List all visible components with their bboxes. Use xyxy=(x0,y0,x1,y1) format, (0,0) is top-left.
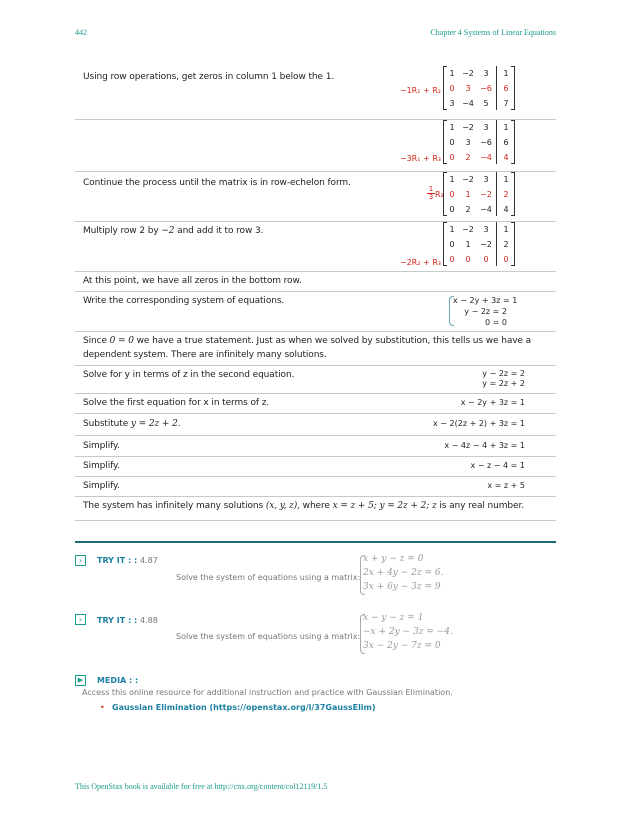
row-op-label: −2R₂ + R₃ xyxy=(399,258,441,267)
fraction-den: 3 xyxy=(428,193,434,201)
matrix-cell: 4 xyxy=(503,153,509,162)
step-text: Since 0 = 0 we have a true statement. Just as when we solved by substitution, this tells us we have a xyxy=(83,336,532,346)
matrix-cell: −4 xyxy=(480,205,492,214)
equation: x − 2y + 3z = 1 xyxy=(453,296,518,305)
media-link[interactable]: Gaussian Elimination (https://openstax.org/l/37GaussElim) xyxy=(112,703,376,712)
matrix-cell: 7 xyxy=(503,99,509,108)
equation: x − 2(2z + 2) + 3z = 1 xyxy=(433,419,525,428)
equation: x = z + 5 xyxy=(487,481,525,490)
matrix-cell: −4 xyxy=(480,153,492,162)
equation: y − 2z = 2 xyxy=(464,307,507,316)
step-text: Simplify. xyxy=(83,461,120,471)
row-op-label: −3R₁ + R₃ xyxy=(399,154,441,163)
matrix-cell: 1 xyxy=(449,175,455,184)
section-divider xyxy=(75,541,556,543)
step-row xyxy=(75,394,556,414)
matrix-cell: 2 xyxy=(465,153,471,162)
fraction-num: 1 xyxy=(428,185,434,193)
matrix-cell: −4 xyxy=(462,99,474,108)
matrix-cell: 1 xyxy=(449,123,455,132)
try-it-label: TRY IT : : 4.88 xyxy=(97,616,158,625)
matrix-cell: −2 xyxy=(480,190,492,199)
step-text: Multiply row 2 by −2 and add it to row 3. xyxy=(83,226,264,236)
matrix-cell: 0 xyxy=(483,255,489,264)
equation-system: x + y − z = 0 2x + 4y − 2z = 6. 3x + 6y − 3z = 9 xyxy=(363,554,444,592)
step-row xyxy=(75,366,556,394)
chevron-right-icon[interactable]: › xyxy=(75,614,86,625)
matrix-cell: 1 xyxy=(449,69,455,78)
chapter-title: Chapter 4 Systems of Linear Equations xyxy=(430,28,556,37)
matrix-cell: 0 xyxy=(449,138,455,147)
matrix-cell: 2 xyxy=(503,240,509,249)
try-it-prompt: Solve the system of equations using a matrix: xyxy=(176,573,361,582)
matrix-cell: 3 xyxy=(483,69,489,78)
matrix-cell: 0 xyxy=(449,240,455,249)
matrix-cell: −2 xyxy=(462,225,474,234)
step-row xyxy=(75,272,556,292)
step-text: Using row operations, get zeros in column 1 below the 1. xyxy=(83,72,335,82)
matrix-cell: 1 xyxy=(503,69,509,78)
try-it-prompt: Solve the system of equations using a matrix: xyxy=(176,632,361,641)
equation-system: x − y − z = 1 −x + 2y − 3z = −4. 3x − 2y − 7z = 0 xyxy=(363,613,453,651)
row-op-label: −1R₁ + R₂ xyxy=(399,86,441,95)
matrix-cell: −2 xyxy=(462,69,474,78)
matrix-cell: 0 xyxy=(449,84,455,93)
step-row xyxy=(75,332,556,366)
equation: y = 2z + 2 xyxy=(482,379,525,388)
equation: 0 = 0 xyxy=(485,318,507,327)
matrix-cell: 6 xyxy=(503,138,509,147)
step-text: The system has infinitely many solutions (x, y, z), where x = z + 5; y = 2z + 2; z is any real number. xyxy=(83,501,525,511)
matrix-cell: 0 xyxy=(449,190,455,199)
bullet: • xyxy=(100,703,105,712)
matrix-cell: 0 xyxy=(465,255,471,264)
matrix-cell: 2 xyxy=(465,205,471,214)
media-description: Access this online resource for additional instruction and practice with Gaussian Elimination. xyxy=(82,688,453,697)
matrix-cell: 3 xyxy=(465,84,471,93)
footer-text: This OpenStax book is available for free at http://cnx.org/content/col12119/1.5 xyxy=(75,782,328,791)
step-text: Simplify. xyxy=(83,441,120,451)
step-text: At this point, we have all zeros in the bottom row. xyxy=(83,276,302,286)
step-row xyxy=(75,436,556,457)
step-row xyxy=(75,497,556,521)
equation: y − 2z = 2 xyxy=(482,369,525,378)
try-it-label: TRY IT : : 4.87 xyxy=(97,556,158,565)
matrix-cell: 3 xyxy=(483,123,489,132)
step-text: Substitute y = 2z + 2. xyxy=(83,419,181,429)
matrix-cell: −2 xyxy=(462,175,474,184)
matrix-cell: −6 xyxy=(480,138,492,147)
matrix-cell: 1 xyxy=(449,225,455,234)
step-row xyxy=(75,414,556,436)
matrix-cell: 1 xyxy=(503,175,509,184)
media-label: MEDIA : : xyxy=(97,676,139,685)
chevron-right-icon[interactable]: › xyxy=(75,555,86,566)
equation: x − 4z − 4 + 3z = 1 xyxy=(444,441,525,450)
fraction xyxy=(427,186,435,201)
matrix-cell: −2 xyxy=(480,240,492,249)
matrix-cell: 1 xyxy=(465,240,471,249)
matrix-cell: 4 xyxy=(503,205,509,214)
page-number: 442 xyxy=(75,28,87,37)
matrix-cell: −2 xyxy=(462,123,474,132)
matrix-cell: 0 xyxy=(449,255,455,264)
play-icon[interactable]: ▶ xyxy=(75,675,86,686)
equation: x − z − 4 = 1 xyxy=(470,461,525,470)
matrix-cell: 3 xyxy=(483,225,489,234)
matrix-cell: 1 xyxy=(503,123,509,132)
equation: x − 2y + 3z = 1 xyxy=(460,398,525,407)
step-row xyxy=(75,477,556,497)
matrix-cell: 0 xyxy=(503,255,509,264)
matrix-cell: 0 xyxy=(449,205,455,214)
matrix-cell: 3 xyxy=(483,175,489,184)
matrix-cell: 5 xyxy=(483,99,489,108)
row-op-label: R₂ xyxy=(435,190,444,199)
matrix-cell: 0 xyxy=(449,153,455,162)
step-row xyxy=(75,292,556,332)
step-text: Continue the process until the matrix is in row-echelon form. xyxy=(83,178,351,188)
step-text: Simplify. xyxy=(83,481,120,491)
matrix-cell: −6 xyxy=(480,84,492,93)
matrix-cell: 1 xyxy=(465,190,471,199)
step-text: dependent system. There are infinitely many solutions. xyxy=(83,350,327,360)
step-text: Solve for y in terms of z in the second equation. xyxy=(83,370,295,380)
matrix-cell: 1 xyxy=(503,225,509,234)
step-text: Solve the first equation for x in terms of z. xyxy=(83,398,270,408)
matrix-cell: 2 xyxy=(503,190,509,199)
matrix-cell: 3 xyxy=(465,138,471,147)
matrix-cell: 6 xyxy=(503,84,509,93)
step-text: Write the corresponding system of equations. xyxy=(83,296,285,306)
matrix-cell: 3 xyxy=(449,99,455,108)
step-row xyxy=(75,457,556,477)
